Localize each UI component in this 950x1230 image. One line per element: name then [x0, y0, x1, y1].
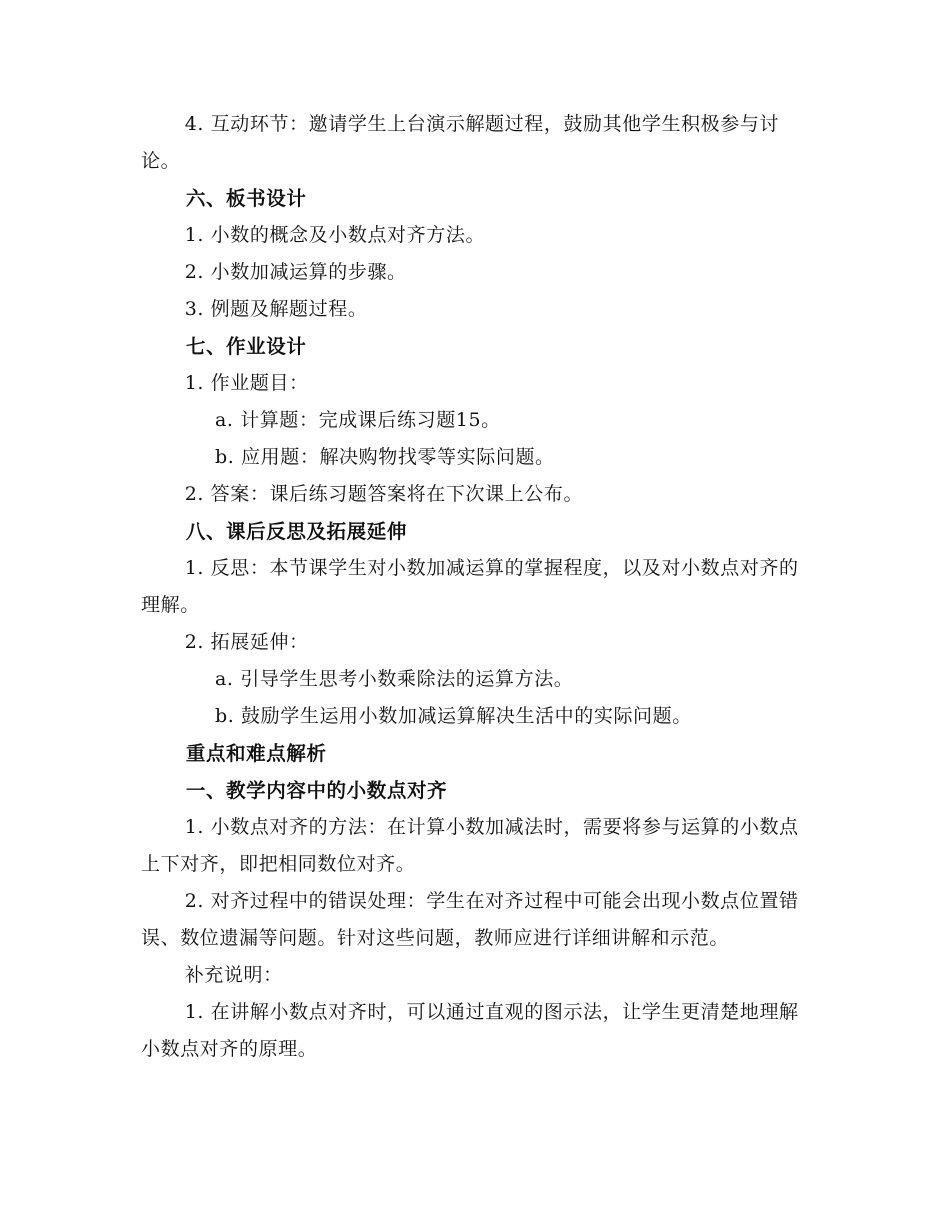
list-item: 1. 小数点对齐的方法：在计算小数加减法时，需要将参与运算的小数点上下对齐，即把相同数位对齐。	[141, 816, 799, 875]
list-item: 2. 拓展延伸：	[184, 631, 309, 653]
paragraph-interaction-step: 4. 互动环节：邀请学生上台演示解题过程，鼓励其他学生积极参与讨论。	[141, 113, 780, 172]
sub-list-item: b. 应用题：解决购物找零等实际问题。	[215, 446, 555, 468]
list-item: 1. 在讲解小数点对齐时，可以通过直观的图示法，让学生更清楚地理解小数点对齐的原理。	[141, 1001, 799, 1060]
list-item: 3. 例题及解题过程。	[184, 298, 368, 320]
list-item: 1. 反思：本节课学生对小数加减运算的掌握程度，以及对小数点对齐的理解。	[141, 557, 799, 616]
sub-list-item: a. 引导学生思考小数乘除法的运算方法。	[215, 668, 574, 690]
heading-board-design: 六、板书设计	[185, 187, 307, 210]
list-item: 2. 小数加减运算的步骤。	[184, 261, 407, 283]
list-item: 2. 对齐过程中的错误处理：学生在对齐过程中可能会出现小数点位置错误、数位遗漏等问题。针对这些问题，教师应进行详细讲解和示范。	[141, 890, 799, 949]
list-item: 1. 小数的概念及小数点对齐方法。	[184, 224, 486, 246]
list-item: 1. 作业题目：	[184, 372, 309, 394]
heading-homework-design: 七、作业设计	[185, 335, 307, 358]
sub-list-item: a. 计算题：完成课后练习题15。	[215, 409, 501, 431]
document-body	[141, 106, 809, 1068]
sub-list-item: b. 鼓励学生运用小数加减运算解决生活中的实际问题。	[215, 705, 692, 727]
list-item: 2. 答案：课后练习题答案将在下次课上公布。	[184, 483, 584, 505]
heading-key-difficult-points: 重点和难点解析	[185, 742, 327, 765]
supplementary-note-label: 补充说明：	[184, 964, 283, 986]
heading-decimal-alignment: 一、教学内容中的小数点对齐	[185, 779, 448, 802]
heading-reflection-extension: 八、课后反思及拓展延伸	[185, 520, 407, 543]
